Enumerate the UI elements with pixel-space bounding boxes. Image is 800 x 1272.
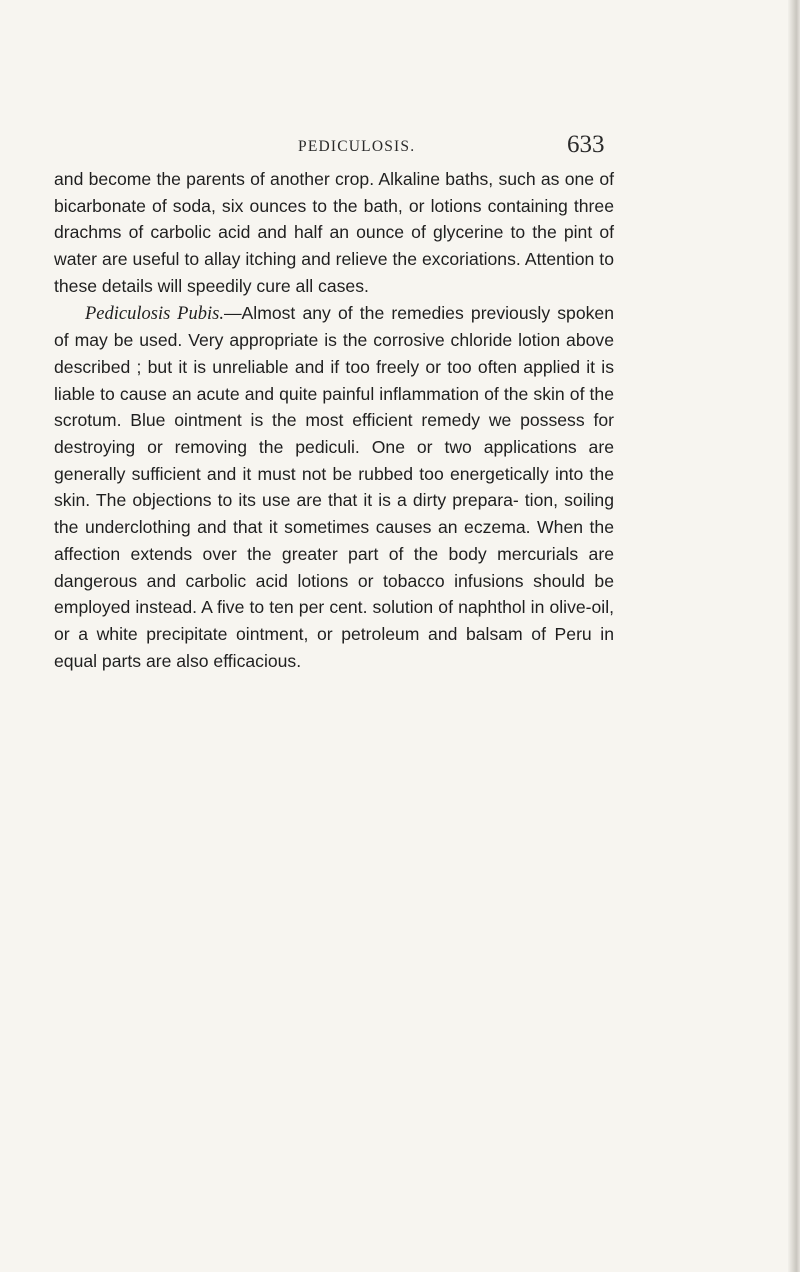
body-text bbox=[54, 166, 614, 674]
page-number: 633 bbox=[567, 131, 605, 158]
paragraph-pediculosis-pubis-text: —Almost any of the remedies previously spoken of may be used. Very appropriate is the corrosive chloride lotion above described ; but it is unreliable and if too freely or too often applied it is liable to cause an acute and quite painful inflammation of the skin of the scrotum. Blue ointment is the most efficient remedy we possess for destroying or removing the pediculi. One or two applications are generally sufficient and it must not be rubbed too energetically into the skin. The objections to its use are that it is a dirty prepara- tion, soiling the underclothing and that it sometimes causes an eczema. When the affection extends over the greater part of the body mercurials are dangerous and carbolic acid lotions or tobacco infusions should be employed instead. A five to ten per cent. solution of naphthol in olive-oil, or a white precipitate ointment, or petroleum and balsam of Peru in equal parts are also efficacious. bbox=[54, 302, 614, 671]
page-edge-shadow bbox=[788, 0, 800, 1272]
page-header bbox=[54, 131, 674, 166]
paragraph-pediculosis-pubis bbox=[54, 300, 614, 675]
paragraph-alkaline-baths: and become the parents of another crop. Alkaline baths, such as one of bicarbonate of soda, six ounces to the bath, or lotions containing three drachms of carbolic acid and half an ounce of glycerine to the pint of water are useful to allay itching and relieve the excoriations. Attention to these details will speedily cure all cases. bbox=[54, 169, 614, 296]
section-heading-pediculosis-pubis: Pediculosis Pubis. bbox=[85, 303, 224, 324]
running-head: PEDICULOSIS. bbox=[298, 138, 416, 155]
